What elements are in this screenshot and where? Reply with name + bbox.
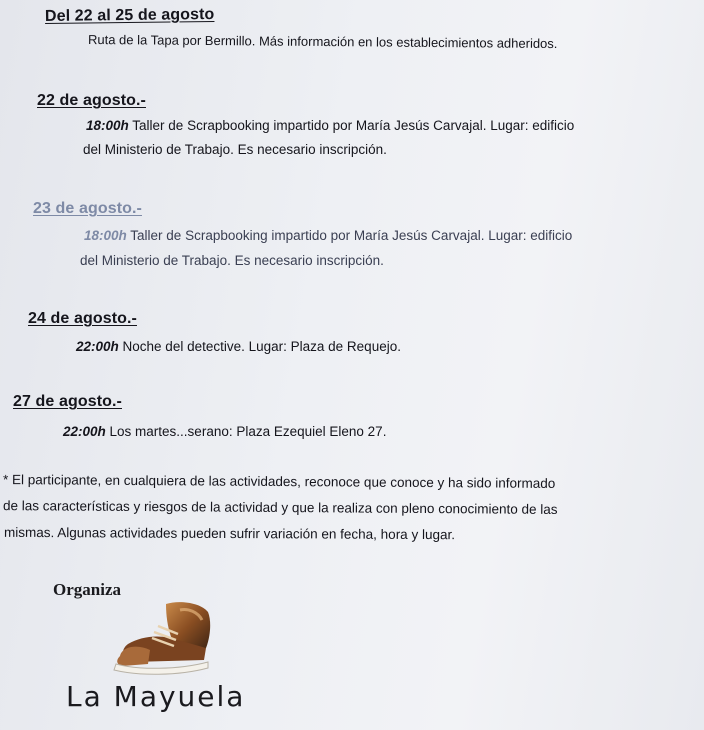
event-time: 22:00h	[76, 339, 119, 354]
event-line	[76, 339, 401, 354]
event-text: Taller de Scrapbooking impartido por María Jesús Carvajal. Lugar: edificio	[128, 118, 575, 133]
event-heading-23: 23 de agosto.-	[33, 200, 142, 217]
event-heading-22-25: Del 22 al 25 de agosto	[44, 5, 215, 26]
event-line	[88, 32, 558, 51]
event-time: 18:00h	[86, 118, 129, 133]
event-text: del Ministerio de Trabajo. Es necesario inscripción.	[80, 253, 384, 268]
shoe-logo-icon	[108, 600, 216, 678]
event-text: Ruta de la Tapa por Bermillo. Más información en los establecimientos adheridos.	[87, 31, 558, 52]
event-heading-27: 27 de agosto.-	[13, 393, 122, 410]
event-line	[84, 228, 572, 243]
disclaimer-line: mismas. Algunas actividades pueden sufrir variación en fecha, hora y lugar.	[3, 524, 456, 543]
event-line	[80, 253, 384, 268]
event-line	[83, 142, 387, 157]
event-text: Los martes...serano: Plaza Ezequiel Eleno 27.	[105, 424, 387, 439]
event-line	[86, 118, 574, 133]
event-text: Taller de Scrapbooking impartido por María Jesús Carvajal. Lugar: edificio	[126, 228, 573, 243]
event-text: Noche del detective. Lugar: Plaza de Requejo.	[118, 339, 401, 354]
event-time: 22:00h	[63, 424, 106, 439]
disclaimer-line: * El participante, en cualquiera de las actividades, reconoce que conoce y ha sido informado	[2, 472, 556, 491]
event-heading-24: 24 de agosto.-	[28, 310, 137, 327]
event-time: 18:00h	[84, 228, 127, 243]
event-text: del Ministerio de Trabajo. Es necesario inscripción.	[83, 142, 387, 157]
event-heading-22: 22 de agosto.-	[37, 92, 146, 109]
disclaimer-line: de las características y riesgos de la actividad y que la realiza con pleno conocimiento de las	[2, 498, 558, 517]
event-line	[63, 424, 386, 439]
organiza-label: Organiza	[53, 580, 121, 599]
brand-name: La Mayuela	[66, 680, 246, 713]
